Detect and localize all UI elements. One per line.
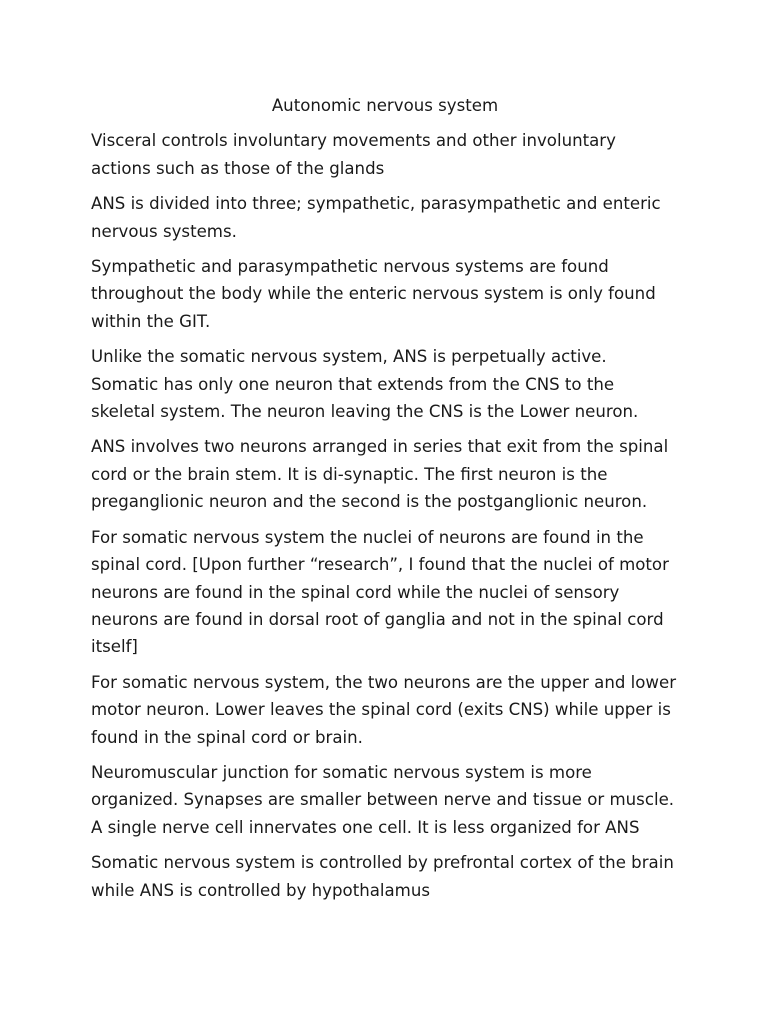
paragraph: Somatic nervous system is controlled by prefrontal cortex of the brain while ANS is controlled by hypothalamus — [91, 853, 674, 900]
paragraph: For somatic nervous system, the two neurons are the upper and lower motor neuron. Lower leaves the spinal cord (exits CNS) while upper is found in the spinal cord or brain. — [91, 672, 677, 747]
paragraph: Visceral controls involuntary movements and other involuntary actions such as those of the glands — [91, 131, 616, 178]
document-title: Autonomic nervous system — [271, 96, 499, 115]
paragraph: For somatic nervous system the nuclei of neurons are found in the spinal cord. [Upon further “research”, I found that the nuclei of motor neurons are found in the spinal cord while the nuclei of sensory neurons are found in dorsal root of ganglia and not in the spinal cord itself] — [91, 527, 669, 657]
paragraph: Sympathetic and parasympathetic nervous systems are found throughout the body while the enteric nervous system is only found within the GIT. — [91, 257, 656, 331]
paragraph: ANS is divided into three; sympathetic, parasympathetic and enteric nervous systems. — [91, 194, 661, 241]
paragraph: Unlike the somatic nervous system, ANS is perpetually active. Somatic has only one neuron that extends from the CNS to the skeletal system. The neuron leaving the CNS is the Lower neuron. — [91, 347, 639, 422]
paragraph: ANS involves two neurons arranged in series that exit from the spinal cord or the brain stem. It is di-synaptic. The first neuron is the preganglionic neuron and the second is the postganglionic neuron. — [91, 437, 669, 512]
paragraph: Neuromuscular junction for somatic nervous system is more organized. Synapses are smaller between nerve and tissue or muscle. A single nerve cell innervates one cell. It is less organized for ANS — [91, 762, 675, 837]
document-body — [91, 92, 679, 912]
